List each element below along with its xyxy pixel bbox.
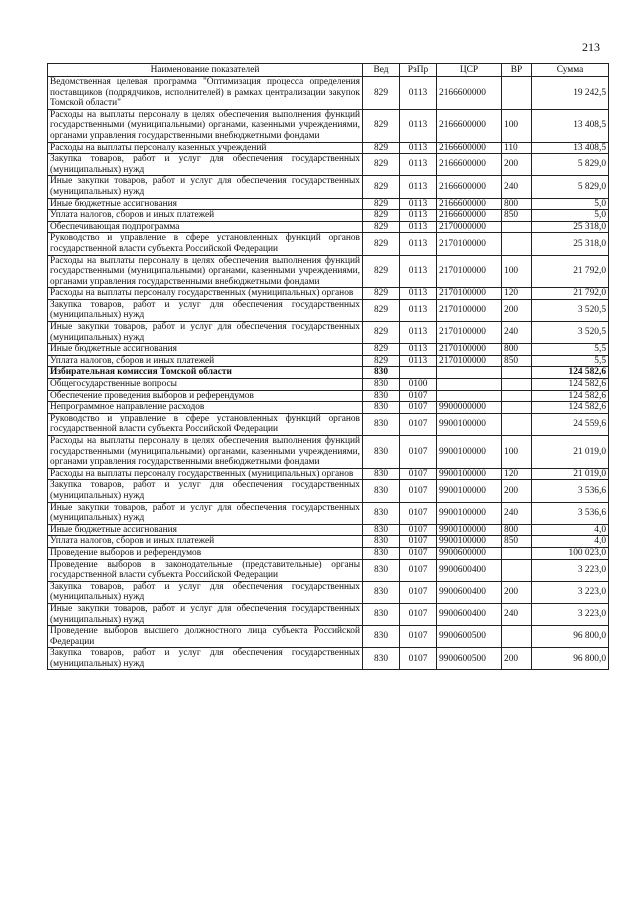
- header-name: Наименование показателей: [48, 64, 363, 77]
- cell-rzpr: 0107: [400, 603, 437, 625]
- cell-rzpr: 0107: [400, 547, 437, 559]
- cell-rzpr: 0113: [400, 198, 437, 210]
- cell-name: Иные бюджетные ассигнования: [48, 198, 363, 210]
- cell-name: Руководство и управление в сфере установленных функций органов государственной власти субъекта Российской Федерации: [48, 413, 363, 435]
- cell-sum: 4,0: [532, 524, 609, 536]
- cell-sum: 124 582,6: [532, 367, 609, 379]
- cell-csr: 9900000000: [437, 402, 502, 414]
- cell-name: Уплата налогов, сборов и иных платежей: [48, 536, 363, 548]
- cell-sum: 5,0: [532, 198, 609, 210]
- table-row: [48, 154, 609, 176]
- cell-vr: [502, 379, 532, 391]
- cell-csr: 9900600500: [437, 648, 502, 670]
- cell-sum: 13 408,5: [532, 142, 609, 154]
- cell-csr: 9900600400: [437, 603, 502, 625]
- cell-sum: 5 829,0: [532, 154, 609, 176]
- cell-vr: [502, 547, 532, 559]
- cell-vr: 240: [502, 502, 532, 524]
- cell-rzpr: 0107: [400, 559, 437, 581]
- cell-csr: 2166600000: [437, 176, 502, 198]
- cell-name: Обеспечивающая подпрограмма: [48, 221, 363, 233]
- table-row: [48, 288, 609, 300]
- cell-vr: [502, 77, 532, 110]
- cell-vr: [502, 390, 532, 402]
- cell-rzpr: 0113: [400, 176, 437, 198]
- cell-ved: 830: [363, 648, 400, 670]
- cell-name: Расходы на выплаты персоналу в целях обеспечения выполнения функций государственными (муниципальными) органами, казенными учреждениями, органами управления государственными внебюджетными фондами: [48, 255, 363, 288]
- cell-ved: 830: [363, 480, 400, 502]
- cell-vr: [502, 626, 532, 648]
- cell-name: Обеспечение проведения выборов и референдумов: [48, 390, 363, 402]
- cell-name: Закупка товаров, работ и услуг для обеспечения государственных (муниципальных) нужд: [48, 299, 363, 321]
- cell-vr: 240: [502, 603, 532, 625]
- cell-sum: 3 223,0: [532, 581, 609, 603]
- cell-rzpr: 0113: [400, 355, 437, 367]
- table-row: [48, 547, 609, 559]
- table-row: [48, 480, 609, 502]
- cell-rzpr: 0113: [400, 221, 437, 233]
- cell-sum: 96 800,0: [532, 626, 609, 648]
- cell-sum: 4,0: [532, 536, 609, 548]
- cell-sum: 100 023,0: [532, 547, 609, 559]
- cell-rzpr: 0107: [400, 468, 437, 480]
- table-row: [48, 176, 609, 198]
- cell-sum: 19 242,5: [532, 77, 609, 110]
- cell-name: Ведомственная целевая программа "Оптимизация процесса определения поставщиков (подрядчиков, исполнителей) в рамках централизации закупок Томской области": [48, 77, 363, 110]
- cell-name: Иные закупки товаров, работ и услуг для обеспечения государственных (муниципальных) нужд: [48, 502, 363, 524]
- cell-name: Проведение выборов в законодательные (представительные) органы государственной власти субъекта Российской Федерации: [48, 559, 363, 581]
- cell-rzpr: 0107: [400, 402, 437, 414]
- cell-name: Иные закупки товаров, работ и услуг для обеспечения государственных (муниципальных) нужд: [48, 176, 363, 198]
- cell-csr: 2166600000: [437, 109, 502, 142]
- cell-csr: 9900100000: [437, 502, 502, 524]
- table-row: [48, 648, 609, 670]
- cell-csr: [437, 390, 502, 402]
- cell-vr: [502, 559, 532, 581]
- cell-name: Непрограммное направление расходов: [48, 402, 363, 414]
- cell-vr: [502, 233, 532, 255]
- cell-sum: 25 318,0: [532, 221, 609, 233]
- cell-sum: 96 800,0: [532, 648, 609, 670]
- cell-ved: 829: [363, 142, 400, 154]
- cell-vr: 850: [502, 210, 532, 222]
- cell-name: Расходы на выплаты персоналу в целях обеспечения выполнения функций государственными (муниципальными) органами, казенными учреждениями, органами управления государственными внебюджетными фондами: [48, 436, 363, 469]
- cell-name: Проведение выборов высшего должностного лица субъекта Российской Федерации: [48, 626, 363, 648]
- cell-vr: 240: [502, 322, 532, 344]
- table-row: [48, 198, 609, 210]
- cell-sum: 5,0: [532, 210, 609, 222]
- table-row: [48, 626, 609, 648]
- cell-rzpr: 0107: [400, 436, 437, 469]
- table-row: [48, 355, 609, 367]
- cell-csr: 2166600000: [437, 77, 502, 110]
- cell-rzpr: 0107: [400, 536, 437, 548]
- cell-csr: 2170000000: [437, 221, 502, 233]
- cell-csr: 2170100000: [437, 255, 502, 288]
- cell-sum: 124 582,6: [532, 390, 609, 402]
- cell-sum: 21 792,0: [532, 255, 609, 288]
- cell-rzpr: [400, 367, 437, 379]
- cell-ved: 830: [363, 547, 400, 559]
- header-rzpr: РзПр: [400, 64, 437, 77]
- cell-ved: 830: [363, 390, 400, 402]
- cell-ved: 829: [363, 344, 400, 356]
- table-row: [48, 299, 609, 321]
- cell-sum: 3 223,0: [532, 559, 609, 581]
- cell-name: Закупка товаров, работ и услуг для обеспечения государственных (муниципальных) нужд: [48, 480, 363, 502]
- cell-sum: 13 408,5: [532, 109, 609, 142]
- cell-rzpr: 0113: [400, 142, 437, 154]
- cell-vr: 120: [502, 288, 532, 300]
- table-row: [48, 468, 609, 480]
- table-body: [48, 77, 609, 670]
- cell-csr: 2166600000: [437, 210, 502, 222]
- cell-name: Иные закупки товаров, работ и услуг для обеспечения государственных (муниципальных) нужд: [48, 603, 363, 625]
- cell-vr: 200: [502, 480, 532, 502]
- header-csr: ЦСР: [437, 64, 502, 77]
- cell-name: Иные закупки товаров, работ и услуг для обеспечения государственных (муниципальных) нужд: [48, 322, 363, 344]
- cell-sum: 3 536,6: [532, 502, 609, 524]
- cell-name: Иные бюджетные ассигнования: [48, 524, 363, 536]
- cell-ved: 830: [363, 559, 400, 581]
- cell-ved: 829: [363, 109, 400, 142]
- cell-name: Проведение выборов и референдумов: [48, 547, 363, 559]
- table-row: [48, 581, 609, 603]
- cell-sum: 5 829,0: [532, 176, 609, 198]
- cell-ved: 830: [363, 581, 400, 603]
- cell-vr: 200: [502, 581, 532, 603]
- cell-ved: 829: [363, 255, 400, 288]
- cell-sum: 3 520,5: [532, 299, 609, 321]
- cell-sum: 3 223,0: [532, 603, 609, 625]
- table-row: [48, 367, 609, 379]
- cell-csr: 9900100000: [437, 536, 502, 548]
- table-row: [48, 390, 609, 402]
- header-vr: ВР: [502, 64, 532, 77]
- cell-ved: 829: [363, 210, 400, 222]
- cell-name: Расходы на выплаты персоналу государственных (муниципальных) органов: [48, 288, 363, 300]
- cell-csr: 9900600000: [437, 547, 502, 559]
- cell-rzpr: 0107: [400, 524, 437, 536]
- cell-ved: 829: [363, 77, 400, 110]
- cell-csr: 2170100000: [437, 233, 502, 255]
- cell-ved: 829: [363, 322, 400, 344]
- table-row: [48, 603, 609, 625]
- table-row: [48, 502, 609, 524]
- cell-ved: 830: [363, 626, 400, 648]
- cell-ved: 829: [363, 355, 400, 367]
- cell-rzpr: 0113: [400, 299, 437, 321]
- cell-vr: 100: [502, 109, 532, 142]
- header-sum: Сумма: [532, 64, 609, 77]
- cell-vr: 240: [502, 176, 532, 198]
- cell-rzpr: 0113: [400, 109, 437, 142]
- cell-csr: 9900600400: [437, 581, 502, 603]
- cell-rzpr: 0107: [400, 413, 437, 435]
- cell-name: Уплата налогов, сборов и иных платежей: [48, 355, 363, 367]
- header-ved: Вед: [363, 64, 400, 77]
- cell-rzpr: 0113: [400, 322, 437, 344]
- cell-vr: 800: [502, 344, 532, 356]
- cell-rzpr: 0100: [400, 379, 437, 391]
- cell-rzpr: 0113: [400, 233, 437, 255]
- cell-vr: 800: [502, 198, 532, 210]
- cell-name: Иные бюджетные ассигнования: [48, 344, 363, 356]
- cell-sum: 5,5: [532, 355, 609, 367]
- page-number: 213: [582, 40, 600, 54]
- cell-csr: 9900100000: [437, 524, 502, 536]
- cell-ved: 830: [363, 524, 400, 536]
- cell-rzpr: 0113: [400, 288, 437, 300]
- table-row: [48, 536, 609, 548]
- cell-vr: [502, 367, 532, 379]
- cell-sum: 5,5: [532, 344, 609, 356]
- cell-sum: 124 582,6: [532, 402, 609, 414]
- cell-csr: 2170100000: [437, 344, 502, 356]
- cell-vr: 200: [502, 299, 532, 321]
- cell-csr: 2166600000: [437, 198, 502, 210]
- table-row: [48, 233, 609, 255]
- cell-vr: 800: [502, 524, 532, 536]
- table-row: [48, 413, 609, 435]
- table-row: [48, 379, 609, 391]
- cell-rzpr: 0107: [400, 480, 437, 502]
- cell-name: Избирательная комиссия Томской области: [48, 367, 363, 379]
- cell-rzpr: 0113: [400, 344, 437, 356]
- cell-rzpr: 0113: [400, 255, 437, 288]
- table-row: [48, 344, 609, 356]
- cell-sum: 21 792,0: [532, 288, 609, 300]
- table-row: [48, 559, 609, 581]
- cell-vr: 110: [502, 142, 532, 154]
- cell-ved: 829: [363, 233, 400, 255]
- cell-rzpr: 0107: [400, 648, 437, 670]
- cell-csr: 9900100000: [437, 480, 502, 502]
- cell-csr: 9900600500: [437, 626, 502, 648]
- cell-ved: 830: [363, 536, 400, 548]
- cell-ved: 829: [363, 221, 400, 233]
- cell-name: Общегосударственные вопросы: [48, 379, 363, 391]
- cell-vr: 850: [502, 536, 532, 548]
- cell-vr: [502, 402, 532, 414]
- cell-csr: 2166600000: [437, 142, 502, 154]
- cell-name: Расходы на выплаты персоналу казенных учреждений: [48, 142, 363, 154]
- cell-ved: 830: [363, 502, 400, 524]
- table-row: [48, 436, 609, 469]
- cell-name: Уплата налогов, сборов и иных платежей: [48, 210, 363, 222]
- cell-vr: 850: [502, 355, 532, 367]
- cell-rzpr: 0107: [400, 581, 437, 603]
- cell-ved: 830: [363, 413, 400, 435]
- cell-ved: 830: [363, 402, 400, 414]
- cell-ved: 830: [363, 603, 400, 625]
- cell-vr: 100: [502, 255, 532, 288]
- table-row: [48, 77, 609, 110]
- cell-vr: [502, 413, 532, 435]
- cell-name: Закупка товаров, работ и услуг для обеспечения государственных (муниципальных) нужд: [48, 581, 363, 603]
- cell-rzpr: 0107: [400, 502, 437, 524]
- cell-ved: 830: [363, 367, 400, 379]
- cell-rzpr: 0107: [400, 390, 437, 402]
- cell-ved: 830: [363, 468, 400, 480]
- cell-csr: 2170100000: [437, 322, 502, 344]
- cell-csr: 2170100000: [437, 355, 502, 367]
- cell-ved: 829: [363, 299, 400, 321]
- cell-name: Руководство и управление в сфере установленных функций органов государственной власти субъекта Российской Федерации: [48, 233, 363, 255]
- cell-vr: 100: [502, 436, 532, 469]
- cell-name: Закупка товаров, работ и услуг для обеспечения государственных (муниципальных) нужд: [48, 648, 363, 670]
- cell-csr: 2170100000: [437, 299, 502, 321]
- cell-vr: [502, 221, 532, 233]
- table-row: [48, 255, 609, 288]
- table-row: [48, 210, 609, 222]
- table-row: [48, 221, 609, 233]
- cell-csr: [437, 367, 502, 379]
- table-header-row: [48, 64, 609, 77]
- cell-name: Расходы на выплаты персоналу в целях обеспечения выполнения функций государственными (муниципальными) органами, казенными учреждениями, органами управления государственными внебюджетными фондами: [48, 109, 363, 142]
- cell-sum: 124 582,6: [532, 379, 609, 391]
- cell-sum: 3 520,5: [532, 322, 609, 344]
- table-row: [48, 142, 609, 154]
- cell-ved: 829: [363, 288, 400, 300]
- cell-sum: 3 536,6: [532, 480, 609, 502]
- cell-ved: 830: [363, 379, 400, 391]
- cell-name: Расходы на выплаты персоналу государственных (муниципальных) органов: [48, 468, 363, 480]
- cell-rzpr: 0107: [400, 626, 437, 648]
- cell-csr: 9900100000: [437, 468, 502, 480]
- cell-rzpr: 0113: [400, 154, 437, 176]
- cell-vr: 200: [502, 648, 532, 670]
- cell-csr: 9900100000: [437, 413, 502, 435]
- cell-sum: 21 019,0: [532, 468, 609, 480]
- cell-csr: 2166600000: [437, 154, 502, 176]
- budget-table: [47, 63, 609, 670]
- cell-ved: 830: [363, 436, 400, 469]
- cell-csr: 9900100000: [437, 436, 502, 469]
- table-row: [48, 524, 609, 536]
- cell-rzpr: 0113: [400, 210, 437, 222]
- cell-ved: 829: [363, 198, 400, 210]
- cell-sum: 25 318,0: [532, 233, 609, 255]
- cell-rzpr: 0113: [400, 77, 437, 110]
- table-row: [48, 109, 609, 142]
- cell-sum: 24 559,6: [532, 413, 609, 435]
- cell-csr: 9900600400: [437, 559, 502, 581]
- cell-sum: 21 019,0: [532, 436, 609, 469]
- cell-vr: 120: [502, 468, 532, 480]
- table-row: [48, 402, 609, 414]
- cell-ved: 829: [363, 176, 400, 198]
- cell-csr: [437, 379, 502, 391]
- cell-ved: 829: [363, 154, 400, 176]
- cell-csr: 2170100000: [437, 288, 502, 300]
- table-row: [48, 322, 609, 344]
- cell-vr: 200: [502, 154, 532, 176]
- cell-name: Закупка товаров, работ и услуг для обеспечения государственных (муниципальных) нужд: [48, 154, 363, 176]
